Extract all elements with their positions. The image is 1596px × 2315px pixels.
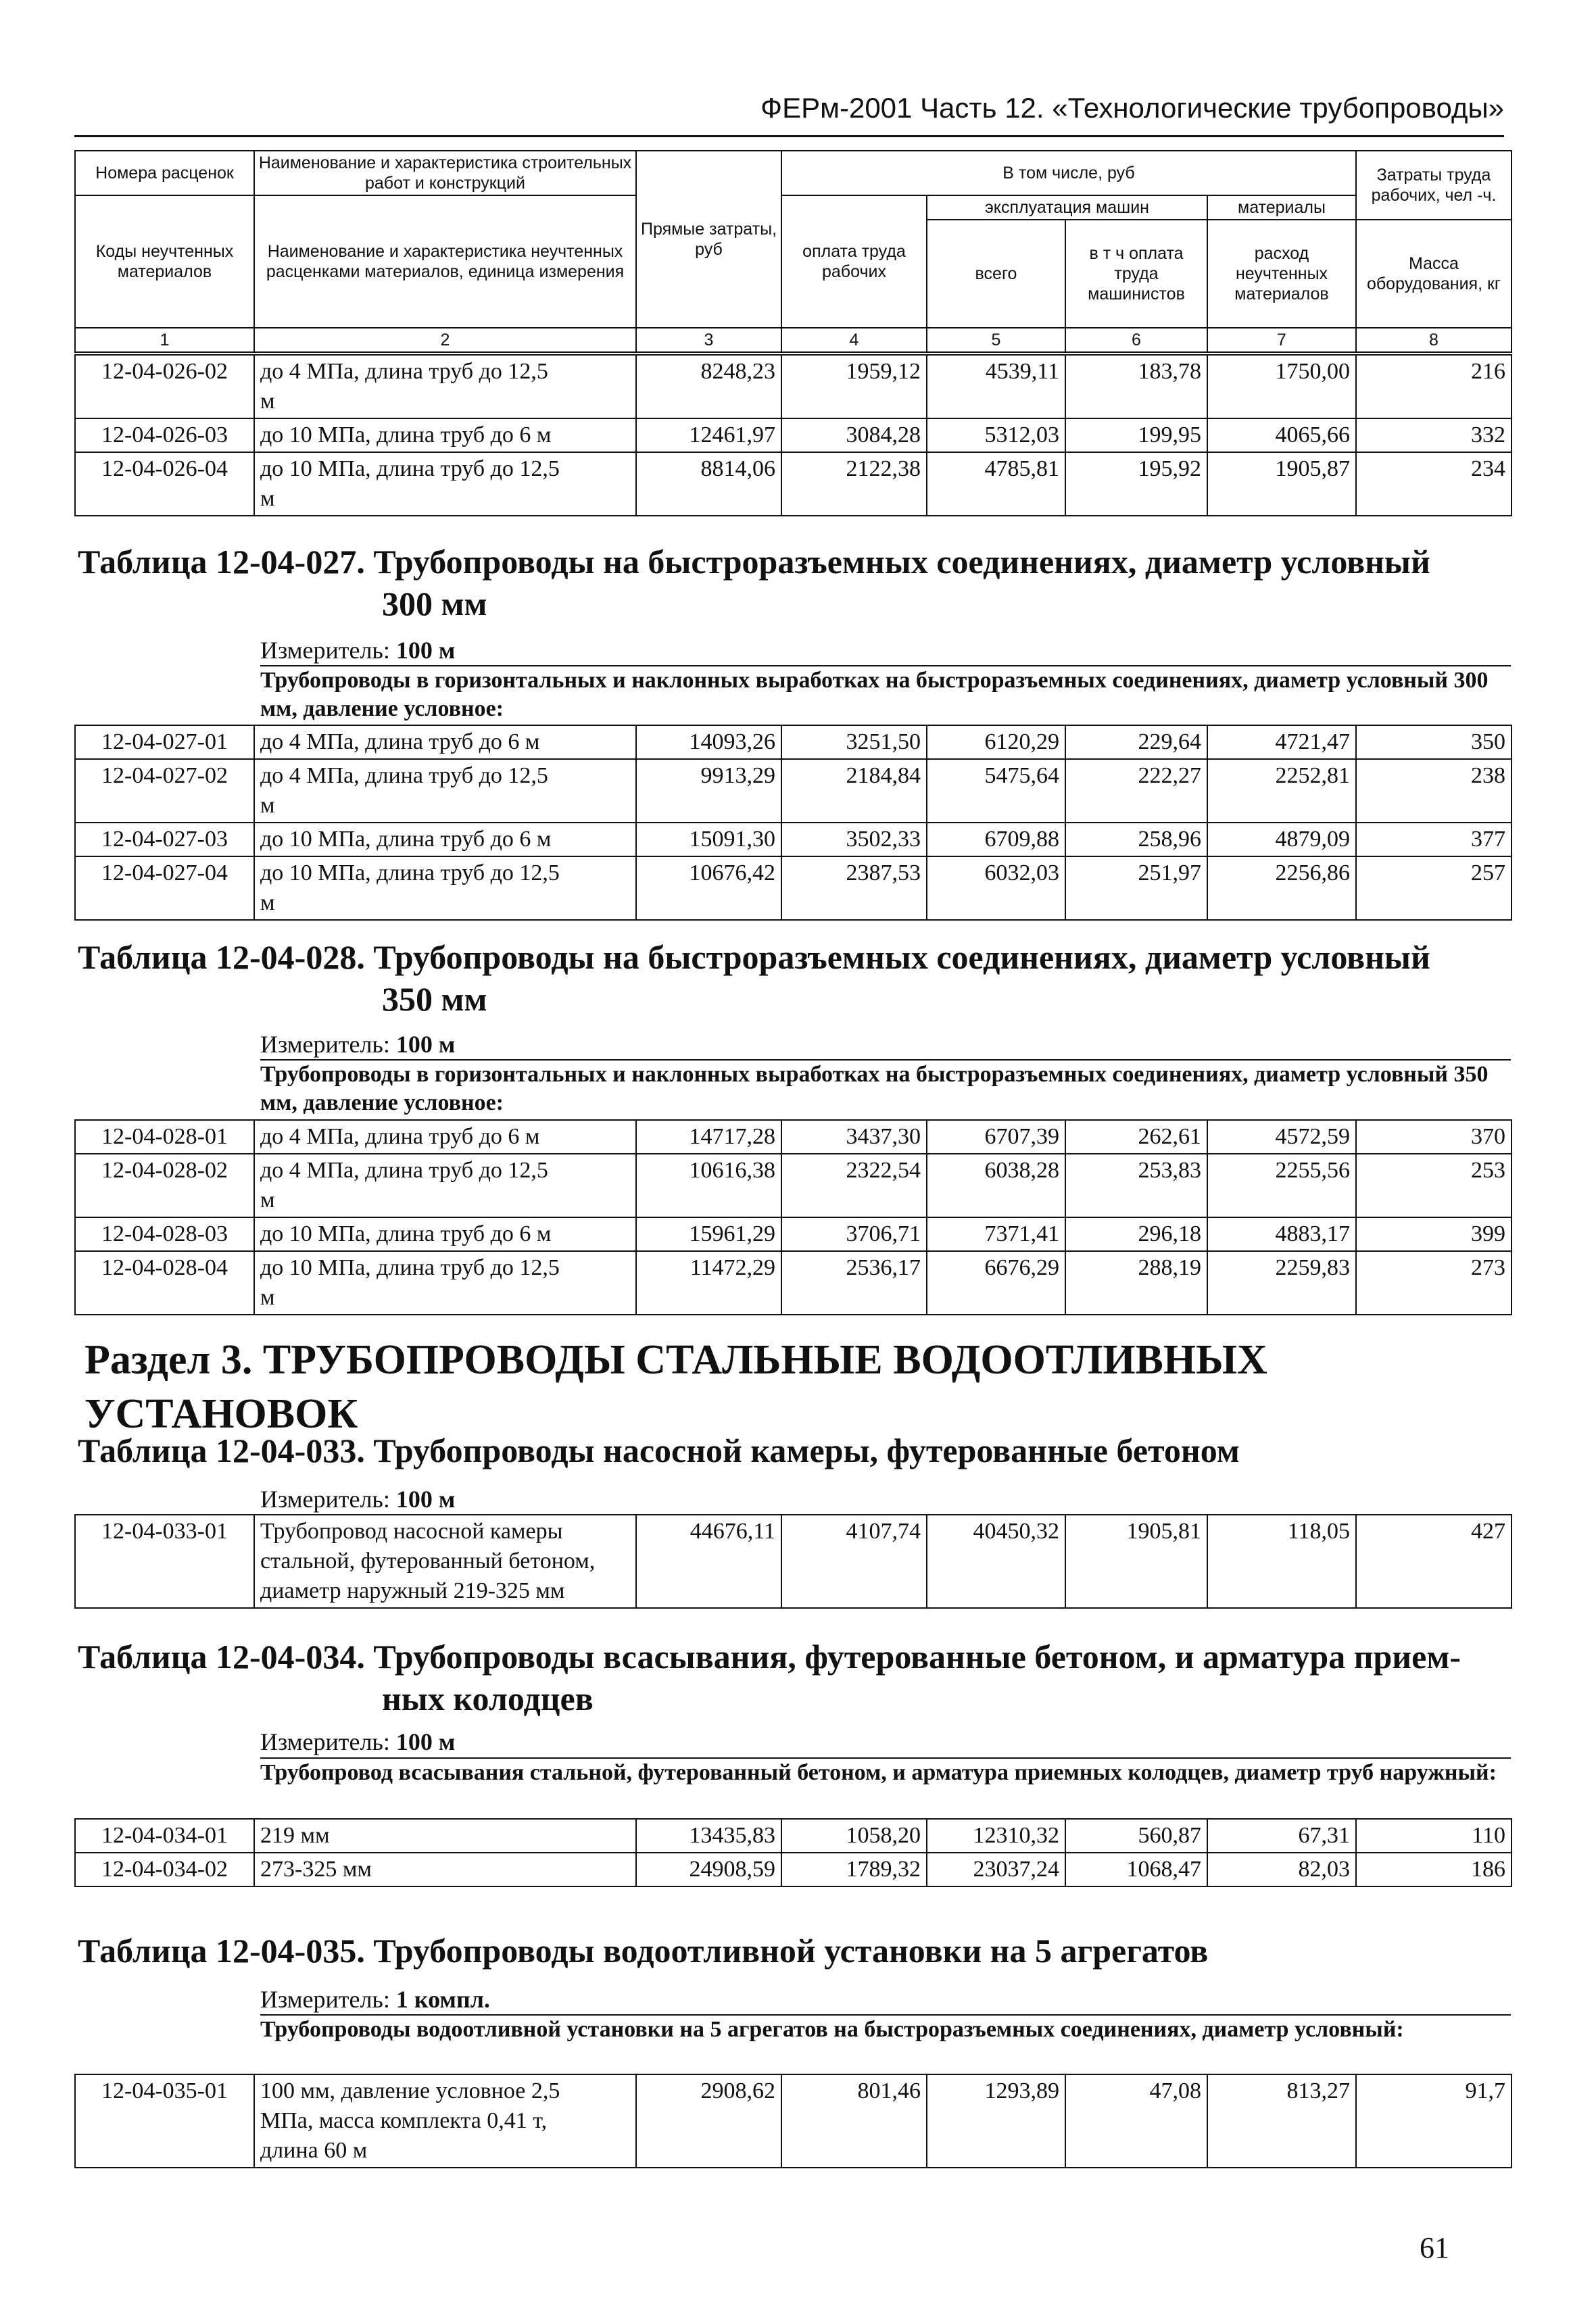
- rate-code: 12-04-034-01: [75, 1819, 254, 1853]
- wages: 2122,38: [781, 452, 927, 516]
- header-wages: оплата труда рабочих: [781, 195, 927, 328]
- header-codes-bottom: Коды неучтенных материалов: [75, 195, 254, 328]
- machinists-wages: 262,61: [1065, 1120, 1207, 1154]
- labor: 253: [1356, 1154, 1512, 1217]
- wages: 2322,54: [781, 1154, 927, 1217]
- machinists-wages: 296,18: [1065, 1217, 1207, 1251]
- direct-costs: 14717,28: [636, 1120, 781, 1154]
- wages: 3084,28: [781, 418, 927, 452]
- rate-description: Трубопровод насосной камеры стальной, футерованный бетоном, диаметр наружный 219-325 мм: [254, 1515, 636, 1608]
- table-033-title: Таблица 12-04-033. Трубопроводы насосной камеры, футерованные бетоном: [78, 1432, 1240, 1469]
- table-row: [75, 725, 1512, 759]
- table-026: [74, 354, 1512, 516]
- rate-code: 12-04-027-04: [75, 856, 254, 920]
- rate-description: до 10 МПа, длина труб до 6 м: [254, 418, 636, 452]
- machinists-wages: 560,87: [1065, 1819, 1207, 1853]
- rate-code: 12-04-028-04: [75, 1251, 254, 1315]
- direct-costs: 10616,38: [636, 1154, 781, 1217]
- table-row: [75, 1120, 1512, 1154]
- direct-costs: 11472,29: [636, 1251, 781, 1315]
- wages: 3251,50: [781, 725, 927, 759]
- machines-total: 40450,32: [927, 1515, 1065, 1608]
- machines-total: 5475,64: [927, 759, 1065, 823]
- header-num: 5: [927, 328, 1065, 352]
- machinists-wages: 222,27: [1065, 759, 1207, 823]
- wages: 1058,20: [781, 1819, 927, 1853]
- machinists-wages: 1068,47: [1065, 1853, 1207, 1886]
- header-name-top: Наименование и характеристика строительных работ и конструкций: [254, 151, 636, 195]
- header-num: 7: [1207, 328, 1356, 352]
- machinists-wages: 183,78: [1065, 355, 1207, 418]
- rate-description: 273-325 мм: [254, 1853, 636, 1886]
- table-034-measure: Измеритель: 100 м: [260, 1728, 456, 1755]
- table-035-title: Таблица 12-04-035. Трубопроводы водоотливной установки на 5 агрегатов: [78, 1932, 1209, 1970]
- machinists-wages: 199,95: [1065, 418, 1207, 452]
- rate-code: 12-04-027-02: [75, 759, 254, 823]
- table-row: [75, 1251, 1512, 1315]
- table-027: [74, 725, 1512, 921]
- table-row: [75, 452, 1512, 516]
- machines-total: 6676,29: [927, 1251, 1065, 1315]
- rate-description: до 4 МПа, длина труб до 6 м: [254, 1120, 636, 1154]
- materials: 4879,09: [1207, 823, 1356, 856]
- labor: 91,7: [1356, 2074, 1512, 2168]
- table-034-title: Таблица 12-04-034. Трубопроводы всасывания, футерованные бетоном, и арматура прием- ных колодцев: [78, 1638, 1461, 1717]
- direct-costs: 14093,26: [636, 725, 781, 759]
- header-name-bottom: Наименование и характеристика неучтенных расценками материалов, единица измерения: [254, 195, 636, 328]
- table-027-title: Таблица 12-04-027. Трубопроводы на быстроразъемных соединениях, диаметр условный 300 мм: [78, 543, 1430, 623]
- wages: 801,46: [781, 2074, 927, 2168]
- machinists-wages: 288,19: [1065, 1251, 1207, 1315]
- page-number: 61: [1420, 2231, 1449, 2264]
- labor: 332: [1356, 418, 1512, 452]
- header-incl: В том числе, руб: [781, 151, 1356, 195]
- header-codes-top: Номера расценок: [75, 151, 254, 195]
- materials: 4065,66: [1207, 418, 1356, 452]
- table-row: [75, 1217, 1512, 1251]
- labor: 350: [1356, 725, 1512, 759]
- labor: 238: [1356, 759, 1512, 823]
- table-row: [75, 759, 1512, 823]
- rate-code: 12-04-026-02: [75, 355, 254, 418]
- machines-total: 4785,81: [927, 452, 1065, 516]
- header-num: 2: [254, 328, 636, 352]
- wages: 3502,33: [781, 823, 927, 856]
- machinists-wages: 229,64: [1065, 725, 1207, 759]
- materials: 67,31: [1207, 1819, 1356, 1853]
- machines-total: 7371,41: [927, 1217, 1065, 1251]
- labor: 257: [1356, 856, 1512, 920]
- header-num: 8: [1356, 328, 1512, 352]
- machinists-wages: 47,08: [1065, 2074, 1207, 2168]
- materials: 82,03: [1207, 1853, 1356, 1886]
- wages: 2184,84: [781, 759, 927, 823]
- machines-total: 6120,29: [927, 725, 1065, 759]
- header-equip-mass: Масса оборудования, кг: [1356, 220, 1512, 328]
- rate-code: 12-04-035-01: [75, 2074, 254, 2168]
- rate-description: до 4 МПа, длина труб до 12,5 м: [254, 1154, 636, 1217]
- table-row: [75, 1154, 1512, 1217]
- wages: 3706,71: [781, 1217, 927, 1251]
- materials: 118,05: [1207, 1515, 1356, 1608]
- table-034: [74, 1818, 1512, 1887]
- rate-description: до 4 МПа, длина труб до 6 м: [254, 725, 636, 759]
- direct-costs: 12461,97: [636, 418, 781, 452]
- direct-costs: 15091,30: [636, 823, 781, 856]
- machines-total: 5312,03: [927, 418, 1065, 452]
- header-materials: материалы: [1207, 195, 1356, 220]
- header-num: 1: [75, 328, 254, 352]
- rate-description: до 10 МПа, длина труб до 6 м: [254, 1217, 636, 1251]
- direct-costs: 8248,23: [636, 355, 781, 418]
- direct-costs: 13435,83: [636, 1819, 781, 1853]
- rate-description: до 4 МПа, длина труб до 12,5 м: [254, 355, 636, 418]
- rate-code: 12-04-033-01: [75, 1515, 254, 1608]
- labor: 370: [1356, 1120, 1512, 1154]
- rate-description: до 10 МПа, длина труб до 6 м: [254, 823, 636, 856]
- materials: 4721,47: [1207, 725, 1356, 759]
- table-033: [74, 1514, 1512, 1609]
- materials: 2256,86: [1207, 856, 1356, 920]
- table-028-measure: Измеритель: 100 м: [260, 1031, 456, 1058]
- direct-costs: 44676,11: [636, 1515, 781, 1608]
- rate-description: 219 мм: [254, 1819, 636, 1853]
- materials: 1905,87: [1207, 452, 1356, 516]
- direct-costs: 15961,29: [636, 1217, 781, 1251]
- machines-total: 6709,88: [927, 823, 1065, 856]
- header-num: 3: [636, 328, 781, 352]
- rate-description: 100 мм, давление условное 2,5 МПа, масса комплекта 0,41 т, длина 60 м: [254, 2074, 636, 2168]
- machines-total: 6038,28: [927, 1154, 1065, 1217]
- rate-description: до 10 МПа, длина труб до 12,5 м: [254, 452, 636, 516]
- header-direct-costs: Прямые затраты, руб: [636, 151, 781, 328]
- table-028-title: Таблица 12-04-028. Трубопроводы на быстроразъемных соединениях, диаметр условный 350 мм: [78, 938, 1430, 1018]
- materials: 4572,59: [1207, 1120, 1356, 1154]
- labor: 273: [1356, 1251, 1512, 1315]
- table-row: [75, 355, 1512, 418]
- labor: 216: [1356, 355, 1512, 418]
- table-035-group: Трубопроводы водоотливной установки на 5 агрегатов на быстроразъемных соединениях, диаметр условный:: [260, 2014, 1511, 2044]
- table-033-measure: Измеритель: 100 м: [260, 1486, 456, 1513]
- machinists-wages: 253,83: [1065, 1154, 1207, 1217]
- machinists-wages: 258,96: [1065, 823, 1207, 856]
- labor: 377: [1356, 823, 1512, 856]
- labor: 110: [1356, 1819, 1512, 1853]
- machines-total: 6707,39: [927, 1120, 1065, 1154]
- materials: 2252,81: [1207, 759, 1356, 823]
- header-num: 4: [781, 328, 927, 352]
- direct-costs: 9913,29: [636, 759, 781, 823]
- rate-code: 12-04-028-02: [75, 1154, 254, 1217]
- table-027-measure: Измеритель: 100 м: [260, 637, 456, 664]
- rate-code: 12-04-026-03: [75, 418, 254, 452]
- materials: 1750,00: [1207, 355, 1356, 418]
- rate-description: до 10 МПа, длина труб до 12,5 м: [254, 856, 636, 920]
- table-row: [75, 2074, 1512, 2168]
- machinists-wages: 251,97: [1065, 856, 1207, 920]
- table-027-group: Трубопроводы в горизонтальных и наклонных выработках на быстроразъемных соединениях, диаметр условный 300 мм, давление условное:: [260, 665, 1511, 723]
- machines-total: 23037,24: [927, 1853, 1065, 1886]
- machines-total: 6032,03: [927, 856, 1065, 920]
- header-total: всего: [927, 220, 1065, 328]
- wages: 1959,12: [781, 355, 927, 418]
- rate-code: 12-04-027-01: [75, 725, 254, 759]
- wages: 3437,30: [781, 1120, 927, 1154]
- materials: 4883,17: [1207, 1217, 1356, 1251]
- machines-total: 4539,11: [927, 355, 1065, 418]
- section-title: Раздел 3. ТРУБОПРОВОДЫ СТАЛЬНЫЕ ВОДООТЛИВНЫХ УСТАНОВОК: [84, 1337, 1267, 1437]
- header-num: 6: [1065, 328, 1207, 352]
- header-unaccounted-materials: расход неучтенных материалов: [1207, 220, 1356, 328]
- table-row: [75, 1853, 1512, 1886]
- machinists-wages: 195,92: [1065, 452, 1207, 516]
- column-header: [74, 150, 1512, 353]
- table-034-group: Трубопровод всасывания стальной, футерованный бетоном, и арматура приемных колодцев, диаметр труб наружный:: [260, 1757, 1511, 1787]
- direct-costs: 10676,42: [636, 856, 781, 920]
- machines-total: 1293,89: [927, 2074, 1065, 2168]
- rate-description: до 10 МПа, длина труб до 12,5 м: [254, 1251, 636, 1315]
- materials: 2255,56: [1207, 1154, 1356, 1217]
- rate-code: 12-04-028-01: [75, 1120, 254, 1154]
- table-035-measure: Измеритель: 1 компл.: [260, 1986, 490, 2013]
- header-incl-machinists: в т ч оплата труда машинистов: [1065, 220, 1207, 328]
- header-machines: эксплуатация машин: [927, 195, 1207, 220]
- wages: 2387,53: [781, 856, 927, 920]
- rate-code: 12-04-034-02: [75, 1853, 254, 1886]
- rate-description: до 4 МПа, длина труб до 12,5 м: [254, 759, 636, 823]
- machinists-wages: 1905,81: [1065, 1515, 1207, 1608]
- table-035: [74, 2074, 1512, 2168]
- table-028-group: Трубопроводы в горизонтальных и наклонных выработках на быстроразъемных соединениях, диаметр условный 350 мм, давление условное:: [260, 1059, 1511, 1117]
- running-head: [74, 88, 1504, 137]
- labor: 186: [1356, 1853, 1512, 1886]
- direct-costs: 2908,62: [636, 2074, 781, 2168]
- rate-code: 12-04-027-03: [75, 823, 254, 856]
- running-head-text: ФЕРм-2001 Часть 12. «Технологические трубопроводы»: [760, 92, 1504, 124]
- rate-code: 12-04-028-03: [75, 1217, 254, 1251]
- table-row: [75, 418, 1512, 452]
- machines-total: 12310,32: [927, 1819, 1065, 1853]
- direct-costs: 24908,59: [636, 1853, 781, 1886]
- table-028: [74, 1119, 1512, 1315]
- wages: 2536,17: [781, 1251, 927, 1315]
- materials: 813,27: [1207, 2074, 1356, 2168]
- table-row: [75, 823, 1512, 856]
- labor: 427: [1356, 1515, 1512, 1608]
- direct-costs: 8814,06: [636, 452, 781, 516]
- table-row: [75, 1819, 1512, 1853]
- wages: 4107,74: [781, 1515, 927, 1608]
- wages: 1789,32: [781, 1853, 927, 1886]
- header-labor: Затраты труда рабочих, чел -ч.: [1356, 151, 1512, 220]
- table-row: [75, 1515, 1512, 1608]
- table-row: [75, 856, 1512, 920]
- rate-code: 12-04-026-04: [75, 452, 254, 516]
- labor: 399: [1356, 1217, 1512, 1251]
- labor: 234: [1356, 452, 1512, 516]
- materials: 2259,83: [1207, 1251, 1356, 1315]
